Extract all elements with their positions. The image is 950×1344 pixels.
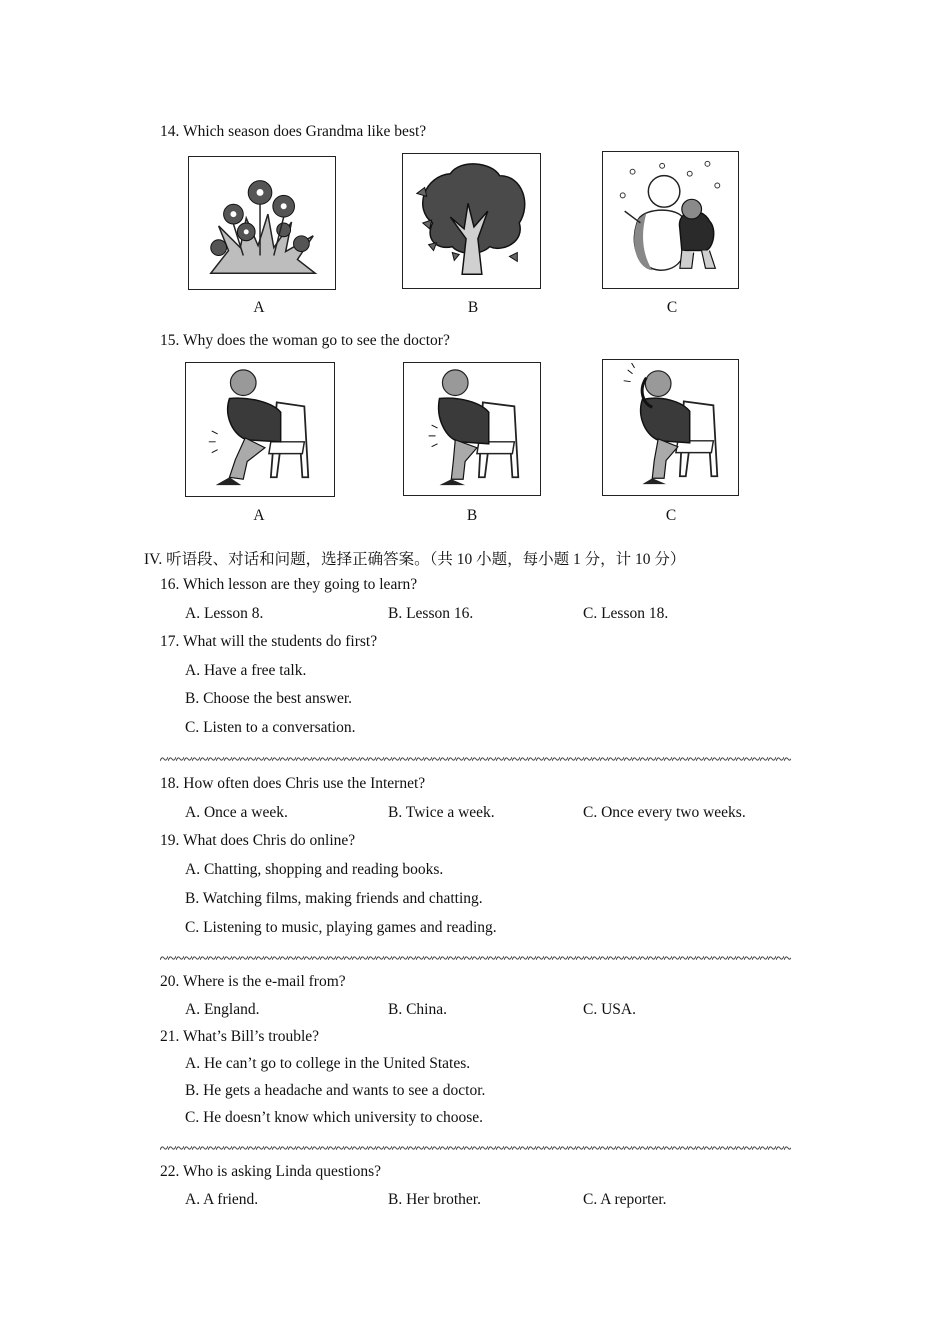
question-14: 14. Which season does Grandma like best? bbox=[160, 123, 427, 140]
option-b[interactable]: B. Watching films, making friends and chatting. bbox=[185, 890, 483, 907]
question-21: 21. What’s Bill’s trouble? bbox=[160, 1028, 320, 1045]
wavy-separator bbox=[160, 954, 791, 962]
option-c[interactable]: C. Once every two weeks. bbox=[583, 804, 746, 821]
woman-holding-head-picture[interactable] bbox=[602, 359, 739, 496]
question-17: 17. What will the students do first? bbox=[160, 633, 378, 650]
question-18: 18. How often does Chris use the Internet? bbox=[160, 775, 426, 792]
option-a[interactable]: A. Chatting, shopping and reading books. bbox=[185, 861, 444, 878]
question-16: 16. Which lesson are they going to learn? bbox=[160, 576, 418, 593]
question-22: 22. Who is asking Linda questions? bbox=[160, 1163, 381, 1180]
woman-holding-leg-picture[interactable] bbox=[185, 362, 335, 497]
option-a[interactable]: A. A friend. bbox=[185, 1191, 259, 1208]
woman-holding-knee-picture[interactable] bbox=[403, 362, 541, 496]
option-a[interactable]: A. Have a free talk. bbox=[185, 662, 307, 679]
option-a[interactable]: A. Lesson 8. bbox=[185, 605, 264, 622]
question-19: 19. What does Chris do online? bbox=[160, 832, 356, 849]
option-label-a: A bbox=[253, 299, 265, 316]
option-b[interactable]: B. Lesson 16. bbox=[388, 605, 474, 622]
option-b[interactable]: B. Her brother. bbox=[388, 1191, 481, 1208]
option-b[interactable]: B. Choose the best answer. bbox=[185, 690, 353, 707]
wavy-separator bbox=[160, 1144, 791, 1152]
option-b[interactable]: B. Twice a week. bbox=[388, 804, 495, 821]
option-a[interactable]: A. Once a week. bbox=[185, 804, 288, 821]
autumn-tree-picture[interactable] bbox=[402, 153, 541, 289]
option-b[interactable]: B. China. bbox=[388, 1001, 447, 1018]
option-a[interactable]: A. He can’t go to college in the United States. bbox=[185, 1055, 471, 1072]
option-label-b: B bbox=[467, 299, 479, 316]
option-b[interactable]: B. He gets a headache and wants to see a doctor. bbox=[185, 1082, 486, 1099]
option-label-a: A bbox=[253, 507, 265, 524]
option-c[interactable]: C. Listen to a conversation. bbox=[185, 719, 356, 736]
snowman-winter-picture[interactable] bbox=[602, 151, 739, 289]
option-a[interactable]: A. England. bbox=[185, 1001, 260, 1018]
flowers-spring-picture[interactable] bbox=[188, 156, 336, 290]
question-20: 20. Where is the e-mail from? bbox=[160, 973, 346, 990]
option-c[interactable]: C. USA. bbox=[583, 1001, 636, 1018]
section-heading: IV. 听语段、对话和问题，选择正确答案。（共 10 小题，每小题 1 分，计 10 分） bbox=[144, 551, 686, 568]
option-c[interactable]: C. He doesn’t know which university to choose. bbox=[185, 1109, 484, 1126]
question-15: 15. Why does the woman go to see the doctor? bbox=[160, 332, 450, 349]
option-c[interactable]: C. A reporter. bbox=[583, 1191, 667, 1208]
option-c[interactable]: C. Listening to music, playing games and reading. bbox=[185, 919, 497, 936]
option-c[interactable]: C. Lesson 18. bbox=[583, 605, 669, 622]
option-label-c: C bbox=[666, 299, 678, 316]
option-label-c: C bbox=[665, 507, 677, 524]
option-label-b: B bbox=[466, 507, 478, 524]
wavy-separator bbox=[160, 755, 791, 763]
